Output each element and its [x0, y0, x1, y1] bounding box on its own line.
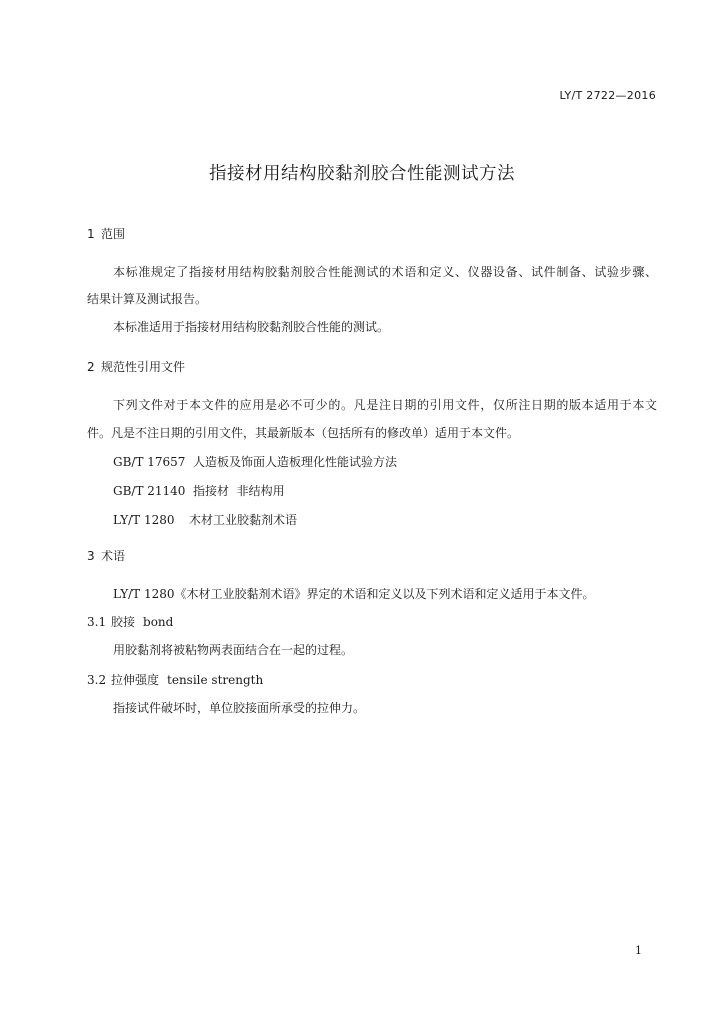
- term-number: 3.2: [87, 673, 107, 687]
- section-title: 规范性引用文件: [101, 360, 186, 374]
- term-3-2-heading: [87, 671, 263, 688]
- reference-code: LY/T 1280: [113, 513, 175, 527]
- section-number: 3: [87, 549, 95, 563]
- reference-item: [113, 453, 397, 470]
- term-3-1-definition: 用胶黏剂将被粘物两表面结合在一起的过程。: [113, 643, 354, 657]
- section-2-para-1-line-2: 件。凡是不注日期的引用文件，其最新版本（包括所有的修改单）适用于本文件。: [87, 426, 520, 440]
- reference-name: 人造板及饰面人造板理化性能试验方法: [193, 455, 398, 469]
- reference-code: GB/T 21140: [113, 484, 186, 498]
- section-title: 范围: [101, 227, 126, 241]
- term-english: bond: [143, 615, 174, 629]
- reference-name: 指接材 非结构用: [193, 484, 285, 498]
- section-3-heading: [87, 547, 125, 564]
- page-number: 1: [635, 944, 642, 957]
- term-name: 胶接: [111, 615, 136, 629]
- section-2-heading: [87, 358, 185, 375]
- section-1-para-1-line-2: 结果计算及测试报告。: [87, 292, 208, 306]
- section-1-para-2: 本标准适用于指接材用结构胶黏剂胶合性能的测试。: [113, 320, 390, 334]
- reference-item: [113, 482, 285, 499]
- term-name: 拉伸强度: [111, 673, 160, 687]
- term-number: 3.1: [87, 615, 107, 629]
- term-english: tensile strength: [167, 673, 264, 687]
- section-3-intro: LY/T 1280《木材工业胶黏剂术语》界定的术语和定义以及下列术语和定义适用于本文件。: [113, 587, 595, 601]
- section-1-para-1-line-1: 本标准规定了指接材用结构胶黏剂胶合性能测试的术语和定义、仪器设备、试件制备、试验步骤、: [113, 265, 657, 279]
- reference-name: 木材工业胶黏剂术语: [189, 513, 298, 527]
- standard-code: LY/T 2722—2016: [559, 89, 656, 102]
- section-number: 1: [87, 227, 95, 241]
- reference-item: [113, 511, 297, 528]
- reference-code: GB/T 17657: [113, 455, 186, 469]
- term-3-1-heading: [87, 613, 173, 630]
- section-1-heading: [87, 225, 125, 242]
- section-title: 术语: [101, 549, 126, 563]
- term-3-2-definition: 指接试件破坏时，单位胶接面所承受的拉伸力。: [113, 701, 366, 715]
- section-2-para-1-line-1: 下列文件对于本文件的应用是必不可少的。凡是注日期的引用文件，仅所注日期的版本适用于本文: [113, 398, 657, 412]
- section-number: 2: [87, 360, 95, 374]
- document-title: 指接材用结构胶黏剂胶合性能测试方法: [209, 164, 515, 184]
